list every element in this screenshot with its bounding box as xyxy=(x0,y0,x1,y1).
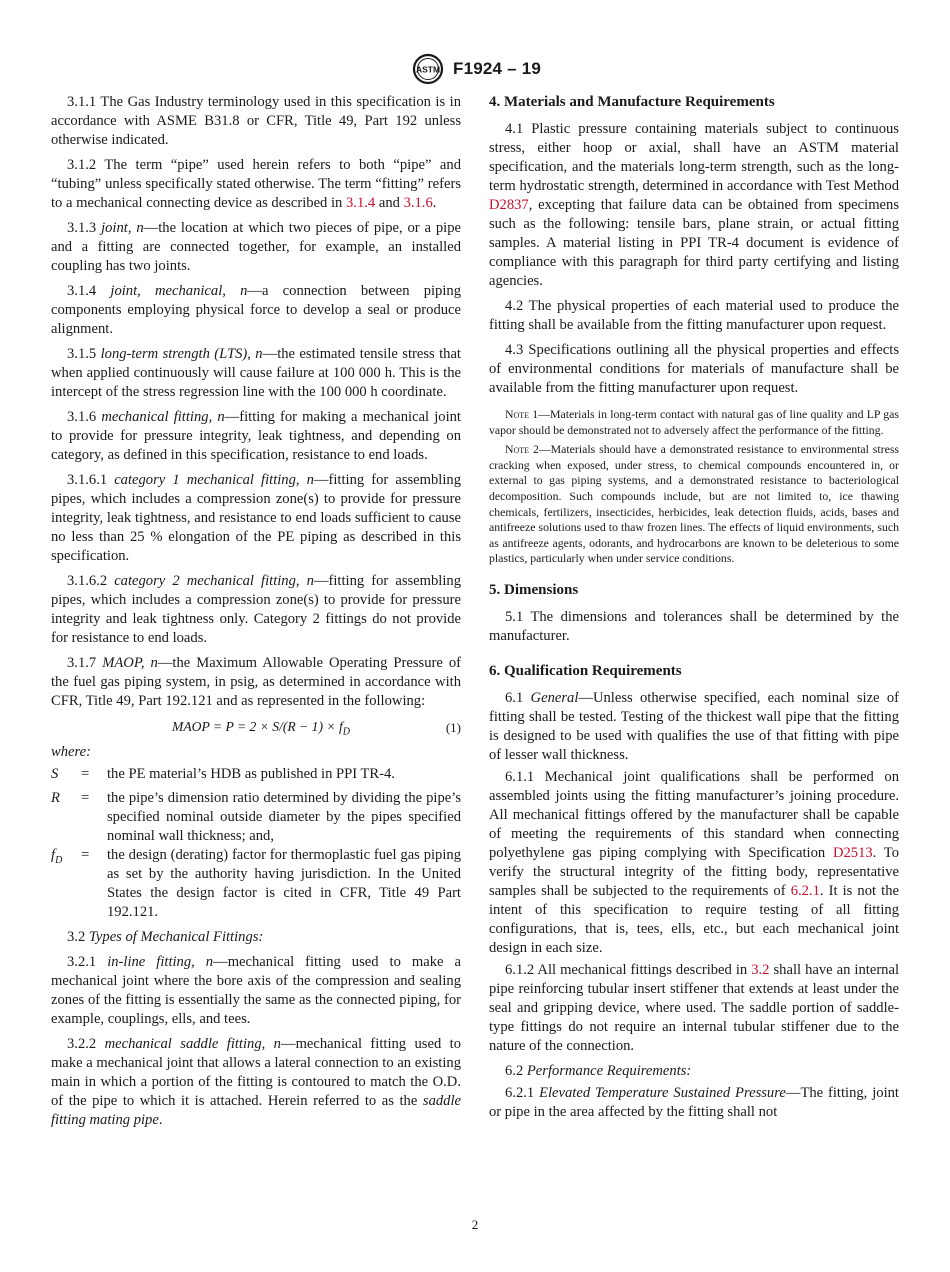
para-3-1-2: 3.1.2 The term “pipe” used herein refers to both “pipe” and “tubing” unless specifically stated otherwise. The term “fitting” refers to a mechanical connecting device as described in 3.1.4 and 3.1.6. xyxy=(51,157,461,211)
para-3-1-6-2: 3.1.6.2 category 2 mechanical fitting, n—fitting for assembling pipes, which includes a compression zone(s) to provide for pressure integrity and leak tightness only. Category 2 fittings do not provide for resistance to end loads. xyxy=(51,573,462,646)
para-6-1-2: 6.1.2 All mechanical fittings described in 3.2 shall have an internal pipe reinforcing tubular insert stiffener that extends at least under the seal and gripping device, where used. The saddle portion of saddle-type fittings do not require an internal tubular stiffener due to the nature of the connection. xyxy=(489,961,900,1054)
para-3-1-5: 3.1.5 long-term strength (LTS), n—the estimated tensile stress that when applied continuously will cause failure at 100 000 h. This is the intercept of the stress regression line with the 100 000 h coordinate. xyxy=(51,346,461,400)
right-column xyxy=(489,93,899,1128)
term-saddle-mating-pipe: saddle fitting mating pipe xyxy=(51,1092,461,1128)
term-performance: Performance Requirements: xyxy=(526,1062,692,1079)
para-6-2: 6.2 Performance Requirements: xyxy=(505,1062,692,1079)
term-joint: joint, n xyxy=(101,220,144,236)
logo-text: ASTM xyxy=(415,64,441,75)
page-number: 2 xyxy=(471,1217,479,1232)
section-6-heading: 6. Qualification Requirements xyxy=(489,662,682,679)
xref-3-2[interactable]: 3.2 xyxy=(751,961,770,978)
term-mechanical-fitting: mechanical fitting, n xyxy=(101,409,225,425)
term-general: General xyxy=(530,689,579,706)
term-joint-mechanical: joint, mechanical, n xyxy=(110,283,248,299)
variable-row: R = the pipe’s dimension ratio determined by dividing the pipe’s specified nominal outside diameter by the pipes specified nominal wall thickness; and, xyxy=(51,789,461,844)
para-3-1-3: 3.1.3 joint, n—the location at which two pieces of pipe, or a pipe and a fitting are connected together, for example, an installed coupling has two joints. xyxy=(51,220,461,274)
equation-1 xyxy=(51,715,461,741)
para-3-1-7: 3.1.7 MAOP, n—the Maximum Allowable Operating Pressure of the fuel gas piping system, in psig, as determined in accordance with CFR, Title 49, Part 192.121 and as represented in the following: xyxy=(51,655,461,709)
para-6-1: 6.1 General—Unless otherwise specified, each nominal size of fitting shall be tested. Testing of the thickest wall pipe that the fitting is designed to be used with qualifies the use of that fitting with pipe of lesser wall thickness. xyxy=(489,689,899,763)
variable-list xyxy=(51,765,461,922)
term-lts: long-term strength (LTS), n xyxy=(100,346,263,362)
para-4-2: 4.2 The physical properties of each material used to produce the fitting shall be available from the fitting manufacturer upon request. xyxy=(489,298,899,333)
term-in-line-fitting: in-line fitting, n xyxy=(107,953,214,970)
xref-d2837[interactable]: D2837 xyxy=(489,197,529,213)
where-label: where: xyxy=(51,744,91,760)
equation-expression: MAOP = $P = 2 \times S/(R - 1) \times f_D$ xyxy=(172,718,350,738)
equation-number: (1) xyxy=(445,720,461,735)
section-4-heading: 4. Materials and Manufacture Requirements xyxy=(489,94,775,110)
para-3-1-6: 3.1.6 mechanical fitting, n—fitting for making a mechanical joint to provide for pressure integrity, leak tightness, and depending on category, as defined in this specification, resistance to end loads. xyxy=(51,409,461,463)
term-types: Types of Mechanical Fittings: xyxy=(88,928,264,945)
para-6-2-1: 6.2.1 Elevated Temperature Sustained Pressure—The fitting, joint or pipe in the area affected by the fitting shall not xyxy=(489,1084,899,1120)
term-saddle-fitting: mechanical saddle fitting, n xyxy=(104,1035,281,1052)
variable-row: S = the PE material’s HDB as published in PPI TR-4. xyxy=(51,766,395,782)
term-maop: MAOP, n xyxy=(102,655,158,671)
variable-row: $f_D$ = the design (derating) factor for thermoplastic fuel gas piping as set by the authority having jurisdiction. In the United States the design factor is cited in CFR, Title 49 Part 192.121. xyxy=(51,846,461,920)
para-3-2: 3.2 Types of Mechanical Fittings: xyxy=(67,928,264,945)
para-5-1: 5.1 The dimensions and tolerances shall be determined by the manufacturer. xyxy=(489,608,899,644)
xref-3-1-4[interactable]: 3.1.4 xyxy=(346,195,376,211)
page-header xyxy=(0,52,950,86)
term-category-2: category 2 mechanical fitting, n xyxy=(114,573,314,589)
document-designation: F1924 – 19 xyxy=(452,59,541,78)
para-3-1-1: 3.1.1 The Gas Industry terminology used in this specification is in accordance with ASME B31.8 or CFR, Title 49, Part 192 unless otherwise indicated. xyxy=(51,94,461,148)
para-4-1: 4.1 Plastic pressure containing materials subject to continuous stress, either hoop or axial, shall have an ASTM material specification, and the materials long-term strength, such as the long-term hydrostatic strength, determined in accordance with Test Method D2837, excepting that failure data can be obtained from specimens such as the following: tensile bars, plane strain, or actual fitting samples. A material listing in PPI TR-4 document is evidence of compliance with this paragraph for third party certifying and listing agencies. xyxy=(489,121,899,289)
para-3-2-1: 3.2.1 in-line fitting, n—mechanical fitting used to make a mechanical joint where the bore axis of the compression and sealing zones of the fitting is essentially the same as the connected piping, for example, couplings, ells, and tees. xyxy=(51,953,461,1027)
term-elevated-temp: Elevated Temperature Sustained Pressure xyxy=(539,1084,786,1101)
para-3-1-6-1: 3.1.6.1 category 1 mechanical fitting, n—fitting for assembling pipes, which includes a compression zone(s) to provide for pressure integrity, leak tightness, and resistance to end loads sufficient to cause no less than 25 % elongation of the PE piping as described in this specification. xyxy=(51,472,462,564)
xref-6-2-1[interactable]: 6.2.1 xyxy=(790,882,820,899)
para-4-3: 4.3 Specifications outlining all the physical properties and effects of environmental conditions for materials of manufacture shall be available from the fitting manufacturer upon request. xyxy=(489,342,899,396)
term-category-1: category 1 mechanical fitting, n xyxy=(114,472,314,488)
para-6-1-1: 6.1.1 Mechanical joint qualifications shall be performed on assembled joints using the fitting manufacturer’s joining procedure. All mechanical fittings offered by the manufacturer shall be capable of meeting the requirements of this standard when connecting polyethylene gas piping complying with Specification D2513. To verify the structural integrity of the fitting body, representative samples shall be subjected to the requirements of 6.2.1. It is not the intent of this specification to require testing of all fitting configurations, that is, tees, ells, etc., but each mechanical joint design in each size. xyxy=(489,768,899,956)
astm-logo-icon xyxy=(409,53,447,85)
xref-3-1-6[interactable]: 3.1.6 xyxy=(403,195,433,211)
note-2: Note 2—Materials should have a demonstrated resistance to environmental stress cracking when exposed, under stress, to chemical compounds encountered in, or external to gas piping systems, and a demonstrated resistance to bacteriological decomposition. Such compounds include, but are not limited to, ice thawing chemicals, fertilizers, insecticides, herbicides, leak detection fluids, acids, bases and antifreeze solutions used to thaw frozen lines. The effects of liquid environments, such as antifreeze agents, odorants, and hydrocarbons are known to be deleterious to some plastics, particularly when under service conditions. xyxy=(489,442,899,566)
para-3-1-4: 3.1.4 joint, mechanical, n—a connection between piping components employing physical force to develop a seal or produce alignment. xyxy=(51,283,461,337)
xref-d2513[interactable]: D2513 xyxy=(832,844,873,861)
left-column xyxy=(51,93,461,1136)
para-3-2-2: 3.2.2 mechanical saddle fitting, n—mechanical fitting used to make a mechanical joint that allows a lateral connection to an existing main in which a portion of the fitting is contoured to match the O.D. of the pipe to which it is attached. Herein referred to as the saddle fitting mating pipe. xyxy=(51,1035,461,1128)
note-1: Note 1—Materials in long-term contact with natural gas of line quality and LP gas vapor should be demonstrated not to adversely affect the performance of the fitting. xyxy=(489,407,900,437)
section-5-heading: 5. Dimensions xyxy=(489,581,579,598)
